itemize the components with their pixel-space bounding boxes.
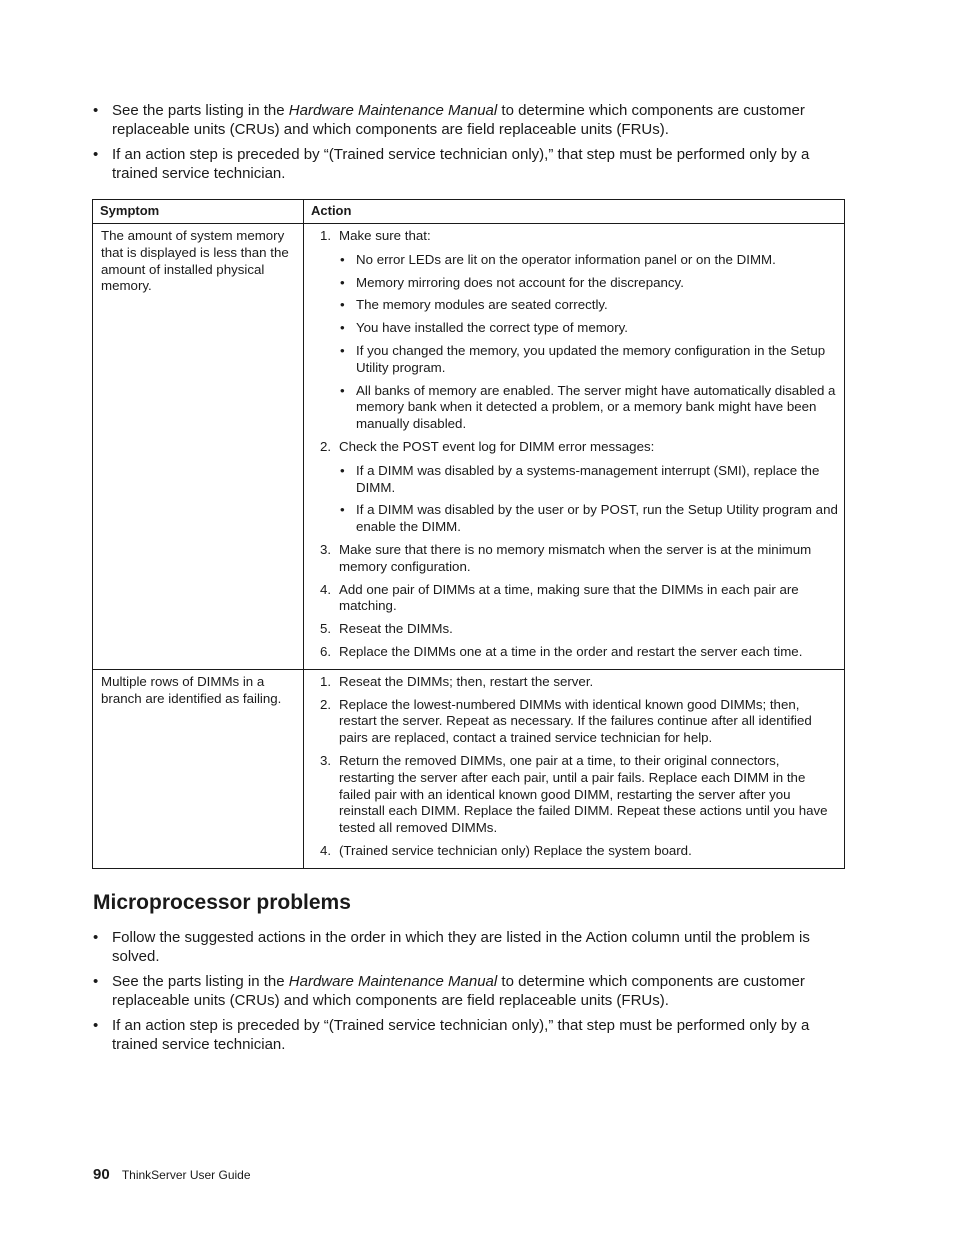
section-heading: Microprocessor problems	[93, 891, 351, 914]
sub-bullet-list	[339, 463, 838, 536]
section-bullets	[93, 928, 853, 1060]
sub-bullet-list	[339, 252, 838, 433]
sub-bullet-item: • If a DIMM was disabled by the user or by POST, run the Setup Utility program and enable the DIMM.	[340, 502, 838, 535]
bullet-icon: •	[340, 382, 345, 398]
sub-bullet-item: • Memory mirroring does not account for the discrepancy.	[340, 274, 684, 290]
manual-title: Hardware Maintenance Manual	[288, 973, 498, 990]
bullet-icon: •	[93, 973, 99, 990]
page-footer	[93, 1166, 251, 1183]
bullet-icon: •	[340, 502, 345, 518]
action-steps	[320, 228, 838, 661]
bullet-icon: •	[340, 274, 345, 290]
table-header-row	[93, 200, 845, 224]
symptom-cell: The amount of system memory that is displayed is less than the amount of installed physical memory.	[93, 224, 304, 670]
page-number: 90	[93, 1166, 110, 1183]
symptom-cell: Multiple rows of DIMMs in a branch are identified as failing.	[93, 669, 304, 868]
section-bullet-item: • See the parts listing in the Hardware Maintenance Manual to determine which components are customer replaceable units (CRUs) and which components are field replaceable units (FRUs).	[93, 973, 805, 1009]
section-bullet-list	[93, 928, 853, 1054]
intro-bullets	[93, 101, 848, 189]
bullet-icon: •	[340, 342, 345, 358]
action-step: 4. Add one pair of DIMMs at a time, making sure that the DIMMs in each pair are matching.	[320, 581, 799, 614]
guide-title: ThinkServer User Guide	[121, 1168, 251, 1182]
section-bullet-item: • If an action step is preceded by “(Trained service technician only),” that step must be performed only by a trained service technician.	[93, 1017, 810, 1053]
table-row	[93, 224, 845, 670]
bullet-icon: •	[340, 297, 345, 313]
action-step: 2. Replace the lowest-numbered DIMMs with identical known good DIMMs; then, restart the server. Repeat as necessary. If the failures continue after all identified pairs are replaced, contact a trained service technician for help.	[320, 696, 812, 746]
intro-bullet-list	[93, 101, 848, 183]
action-column-header: Action	[304, 200, 845, 224]
action-cell	[304, 669, 845, 868]
action-step: 3. Return the removed DIMMs, one pair at a time, to their original connectors, restarting the server after each pair, until a pair fails. Replace each DIMM in the failed pair with an identical known good DIMM, restarting the server after you reinstall each DIMM. Replace the failed DIMM. Repeat these actions until you have tested all removed DIMMs.	[320, 752, 828, 836]
sub-bullet-item: • All banks of memory are enabled. The server might have automatically disabled a memory bank when it detected a problem, or a memory bank might have been manually disabled.	[340, 382, 836, 432]
action-step: 2. Check the POST event log for DIMM error messages: • If a DIMM was disabled by a systems-management interrupt (SMI), replace the DIMM. • If a DIMM was disabled by the user or by POST, run the Setup Utility program and enable the DIMM.	[320, 438, 838, 535]
action-cell	[304, 224, 845, 670]
bullet-icon: •	[340, 251, 345, 267]
action-step: 1. Reseat the DIMMs; then, restart the server.	[320, 673, 594, 689]
action-step: 1. Make sure that: • No error LEDs are lit on the operator information panel or on the DIMM. • Memory mirroring does not account for the discrepancy. • The memory modules are seated correctly. • You have installed the correct type of memory. • If you changed the memory, you updated the memory configuration in the Setup Utility program. • All banks of memory are enabled. The server might have automatically disabled a memory bank when it detected a problem, or a memory bank might have been manually disabled.	[320, 228, 838, 433]
section-bullet-item: • Follow the suggested actions in the order in which they are listed in the Action column until the problem is solved.	[93, 929, 810, 965]
intro-bullet-item: • See the parts listing in the Hardware Maintenance Manual to determine which components are customer replaceable units (CRUs) and which components are field replaceable units (FRUs).	[93, 102, 805, 138]
action-step: 4. (Trained service technician only) Replace the system board.	[320, 842, 692, 858]
bullet-icon: •	[93, 146, 99, 163]
symptom-column-header: Symptom	[93, 200, 304, 224]
sub-bullet-item: • If a DIMM was disabled by a systems-management interrupt (SMI), replace the DIMM.	[340, 462, 820, 495]
action-step: 3. Make sure that there is no memory mismatch when the server is at the minimum memory configuration.	[320, 541, 812, 574]
table-row	[93, 669, 845, 868]
bullet-icon: •	[340, 320, 345, 336]
bullet-icon: •	[93, 929, 99, 946]
troubleshooting-table	[92, 199, 845, 869]
sub-bullet-item: • The memory modules are seated correctly.	[340, 297, 608, 313]
sub-bullet-item: • No error LEDs are lit on the operator information panel or on the DIMM.	[340, 251, 776, 267]
action-steps	[320, 674, 838, 860]
sub-bullet-item: • You have installed the correct type of memory.	[340, 320, 628, 336]
action-step: 5. Reseat the DIMMs.	[320, 621, 453, 637]
sub-bullet-item: • If you changed the memory, you updated the memory configuration in the Setup Utility program.	[340, 342, 826, 375]
action-step: 6. Replace the DIMMs one at a time in the order and restart the server each time.	[320, 643, 803, 659]
intro-bullet-item: • If an action step is preceded by “(Trained service technician only),” that step must be performed only by a trained service technician.	[93, 146, 810, 182]
bullet-icon: •	[340, 462, 345, 478]
bullet-icon: •	[93, 102, 99, 119]
manual-title: Hardware Maintenance Manual	[288, 102, 498, 119]
bullet-icon: •	[93, 1017, 99, 1034]
